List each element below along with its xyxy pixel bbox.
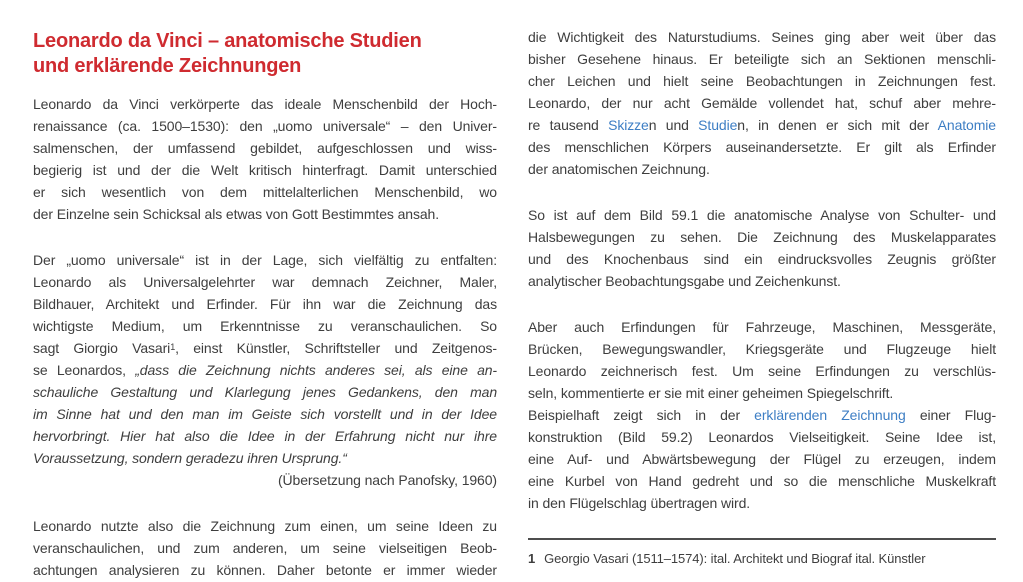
text-line [33, 249, 497, 271]
text-line [528, 158, 996, 180]
glossary-link-skizze[interactable]: Skizze [608, 117, 649, 133]
text-segment: „dass die Zeichnung nichts anderes sei, als eine an- [135, 362, 497, 378]
text-line [33, 271, 497, 293]
text-segment: des menschlichen Körpers auseinandersetzte. Er gilt als Erfinder [528, 139, 996, 155]
text-segment: analytischer Beobachtungsgabe und Zeichenkunst. [528, 273, 841, 289]
text-line [528, 92, 996, 114]
text-segment: Halsbewegungen zu sehen. Die Zeichnung des Muskelapparates [528, 229, 996, 245]
text-segment: sagt Giorgio Vasari [33, 340, 171, 356]
footnote-marker: 1 [528, 551, 536, 566]
text-segment: cher Leichen und hielt seine Beobachtungen in Zeichnungen fest. [528, 73, 996, 89]
glossary-link-erklaerenden[interactable]: erklärenden [754, 407, 828, 423]
text-line [33, 315, 497, 337]
text-line [33, 93, 497, 115]
text-line [528, 470, 996, 492]
text-line [528, 136, 996, 158]
text-line [33, 559, 497, 581]
text-segment: se Leonardos, [33, 362, 136, 378]
text-line [33, 181, 497, 203]
text-segment: achtungen analysieren zu können. Daher betonte er immer wieder [33, 562, 497, 578]
text-segment: Brücken, Bewegungswandler, Kriegsgeräte und Flugzeuge hielt [528, 341, 996, 357]
text-segment: salmenschen, der umfassend gebildet, aufgeschlossen und wiss- [33, 140, 497, 156]
text-segment: Beispielhaft zeigt sich in der [528, 407, 755, 423]
text-segment: Leonardo nutzte also die Zeichnung zum einen, um seine Ideen zu [33, 518, 497, 534]
text-segment: in den Flügelschlag übertragen wird. [528, 495, 751, 511]
text-segment: (Übersetzung nach Panofsky, 1960) [277, 472, 497, 488]
text-segment: hervorbringt. Hier hat also die Idee in der Erfahrung nicht nur ihre [33, 428, 497, 444]
article-title [33, 29, 497, 79]
text-segment: re tausend [528, 117, 609, 133]
text-line [33, 425, 497, 447]
text-line [528, 204, 996, 226]
text-line [528, 270, 996, 292]
text-line [33, 337, 497, 359]
text-line [528, 492, 996, 514]
text-line [33, 115, 497, 137]
text-line [33, 403, 497, 425]
text-segment: einer Flug- [905, 407, 997, 423]
text-segment: n, in denen er sich mit der [737, 117, 938, 133]
text-line [33, 537, 497, 559]
text-line [528, 26, 996, 48]
paragraph [33, 93, 497, 225]
text-line [33, 447, 497, 469]
paragraph [528, 316, 996, 514]
text-line [528, 360, 996, 382]
footnote-divider [528, 538, 996, 540]
text-segment: Bildhauer, Architekt und Erfinder. Für ihn war die Zeichnung das [33, 296, 497, 312]
paragraph [33, 515, 497, 581]
glossary-link-zeichnung[interactable]: Zeichnung [841, 407, 906, 423]
text-segment: So ist auf dem Bild 59.1 die anatomische Analyse von Schulter- und [528, 207, 996, 223]
text-segment: konstruktion (Bild 59.2) Leonardos Vielseitigkeit. Seine Idee ist, [528, 429, 996, 445]
text-segment: n und [648, 117, 699, 133]
text-line [33, 381, 497, 403]
text-segment: der Einzelne sein Schicksal als etwas von Gott Bestimmtes ansah. [33, 206, 440, 222]
text-segment: renaissance (ca. 1500–1530): den „uomo universale“ – den Univer- [33, 118, 497, 134]
article-title-line2: und erklärende Zeichnungen [33, 55, 302, 77]
text-segment: im Sinne hat und den man im Geiste sich vorstellt und in der Idee [33, 406, 497, 422]
text-segment: veranschaulichen, und zum anderen, um seine vielseitigen Beob- [33, 540, 497, 556]
text-line [33, 159, 497, 181]
text-line [528, 382, 996, 404]
text-segment: eine Auf- und Abwärtsbewegung der Flügel zu erzeugen, indem [528, 451, 996, 467]
text-segment: er sich wesentlich von dem mittelalterlichen Menschenbild, wo [33, 184, 497, 200]
text-segment [827, 407, 841, 423]
text-line [528, 316, 996, 338]
right-column-text [528, 26, 996, 514]
glossary-link-anatomie[interactable]: Anatomie [937, 117, 996, 133]
text-line [528, 404, 996, 426]
paragraph [33, 249, 497, 491]
paragraph [528, 204, 996, 292]
text-segment: Leonardo als Universalgelehrter war demnach Zeichner, Maler, [33, 274, 497, 290]
right-column [528, 0, 996, 582]
text-segment: begierig ist und der die Welt kritisch hinterfragt. Damit unterschied [33, 162, 497, 178]
article-title-line1: Leonardo da Vinci – anatomische Studien [33, 30, 422, 52]
footnote [528, 550, 996, 568]
text-segment: bisher Gesehene hinaus. Er beteiligte sich an Sektionen menschli- [528, 51, 996, 67]
text-segment: der anatomischen Zeichnung. [528, 161, 710, 177]
text-line [528, 338, 996, 360]
text-segment: , einst Künstler, Schriftsteller und Zeitgenos- [175, 340, 497, 356]
footnote-text: Georgio Vasari (1511–1574): ital. Architekt und Biograf ital. Künstler [544, 551, 926, 566]
text-segment: Leonardo da Vinci verkörperte das ideale Menschenbild der Hoch- [33, 96, 497, 112]
paragraph [528, 26, 996, 180]
text-line [528, 248, 996, 270]
text-line [33, 203, 497, 225]
text-line [528, 48, 996, 70]
quote-attribution [33, 469, 497, 491]
text-segment: Leonardo zeichnerisch fest. Um seine Erfindungen zu verschlüs- [528, 363, 996, 379]
text-segment: wichtigste Medium, um Erkenntnisse zu veranschaulichen. So [33, 318, 497, 334]
left-column [33, 0, 497, 582]
text-segment: Voraussetzung, sondern geradezu ihren Ursprung.“ [33, 450, 347, 466]
left-column-text [33, 93, 497, 581]
text-line [528, 70, 996, 92]
footnote-reference-1: 1 [170, 342, 176, 352]
text-line [528, 426, 996, 448]
text-segment: und des Knochenbaus sind ein eindrucksvolles Zeugnis größter [528, 251, 996, 267]
text-line [33, 293, 497, 315]
text-line [33, 515, 497, 537]
text-segment: die Wichtigkeit des Naturstudiums. Seines ging aber weit über das [528, 29, 996, 45]
text-line [33, 359, 497, 381]
text-segment: schauliche Gestaltung und Klarlegung jenes Gedankens, den man [33, 384, 497, 400]
text-segment: Aber auch Erfindungen für Fahrzeuge, Maschinen, Messgeräte, [528, 319, 996, 335]
text-line [528, 226, 996, 248]
text-segment: Der „uomo universale“ ist in der Lage, sich vielfältig zu entfalten: [33, 252, 497, 268]
text-segment: seln, kommentierte er sie mit einer geheimen Spiegelschrift. [528, 385, 894, 401]
text-segment: eine Kurbel von Hand gedreht und so die menschliche Muskelkraft [528, 473, 996, 489]
text-line [528, 114, 996, 136]
text-segment: Leonardo, der nur acht Gemälde vollendet hat, schuf aber mehre- [528, 95, 996, 111]
glossary-link-studie[interactable]: Studie [698, 117, 738, 133]
text-line [33, 137, 497, 159]
text-line [528, 448, 996, 470]
